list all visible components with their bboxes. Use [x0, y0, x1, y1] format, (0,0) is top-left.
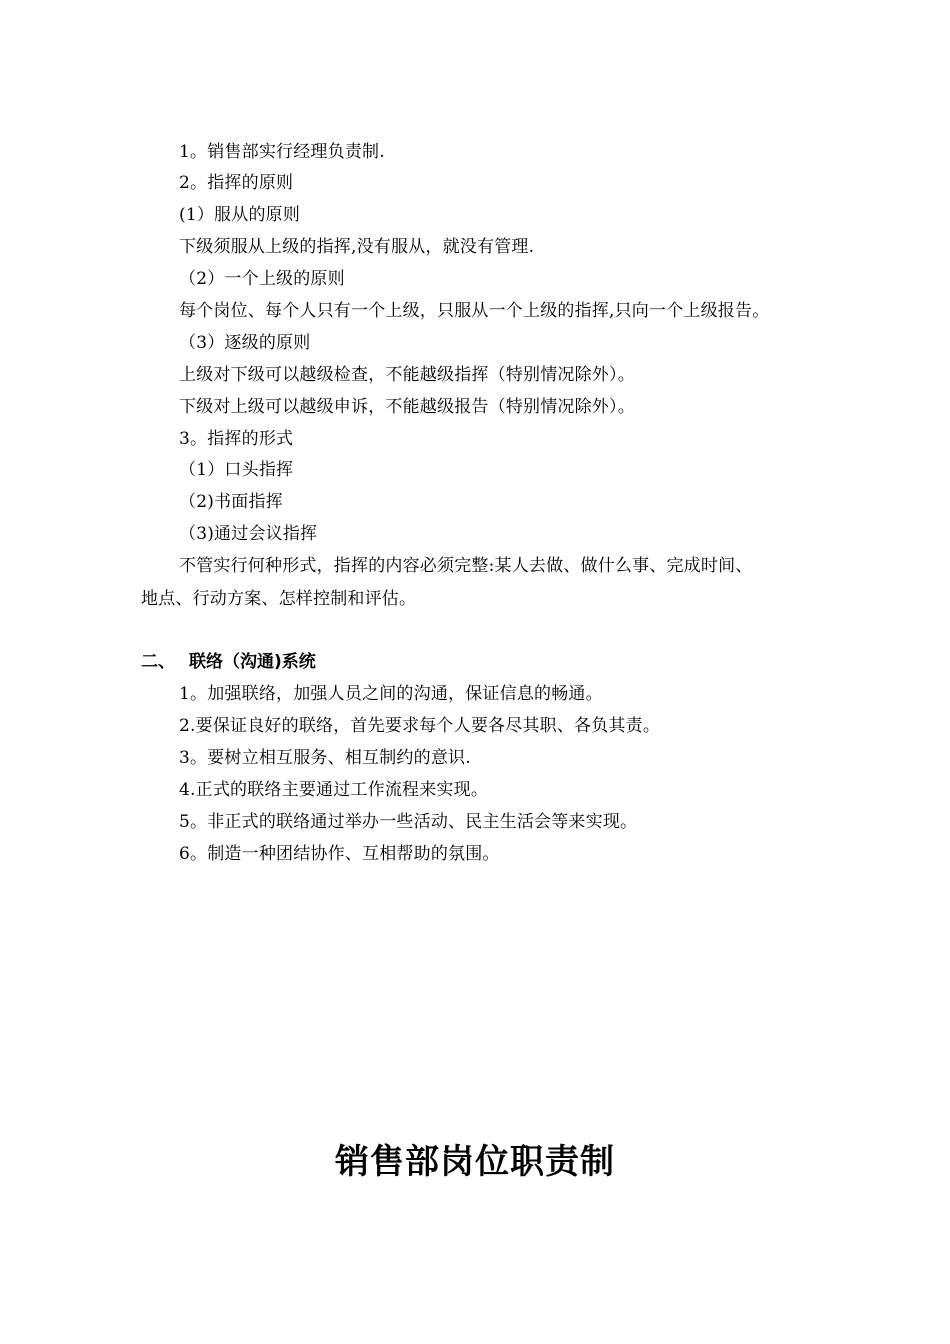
paragraph-line: 下级须服从上级的指挥,没有服从，就没有管理. [179, 237, 535, 257]
paragraph-line: 2。指挥的原则 [179, 173, 294, 193]
paragraph-line: 6。制造一种团结协作、互相帮助的氛围。 [179, 844, 500, 864]
paragraph-line: （3）逐级的原则 [179, 333, 311, 353]
paragraph-line: 上级对下级可以越级检查，不能越级指挥（特别情况除外）。 [179, 365, 635, 385]
paragraph-line: 不管实行何种形式，指挥的内容必须完整:某人去做、做什么事、完成时间、 [179, 556, 753, 576]
section-title: 联络（沟通)系统 [189, 652, 316, 672]
section-heading [141, 651, 316, 673]
section-number: 二、 [141, 652, 175, 672]
paragraph-line: 3。要树立相互服务、相互制约的意识. [179, 748, 471, 768]
paragraph-line: 4.正式的联络主要通过工作流程来实现。 [179, 780, 489, 800]
paragraph-line: （1）口头指挥 [179, 460, 294, 480]
paragraph-line: 每个岗位、每个人只有一个上级，只服从一个上级的指挥,只向一个上级报告。 [179, 301, 770, 321]
paragraph-line: （3)通过会议指挥 [179, 524, 318, 544]
paragraph-line: (1）服从的原则 [179, 205, 301, 225]
paragraph-line: 2.要保证良好的联络，首先要求每个人要各尽其职、各负其责。 [179, 716, 661, 736]
paragraph-line: 3。指挥的形式 [179, 429, 294, 449]
paragraph-line: 下级对上级可以越级申诉，不能越级报告（特别情况除外）。 [179, 397, 635, 417]
paragraph-line: （2)书面指挥 [179, 492, 283, 512]
paragraph-line: （2）一个上级的原则 [179, 269, 345, 289]
paragraph-line: 地点、行动方案、怎样控制和评估。 [141, 589, 417, 609]
paragraph-line: 1。销售部实行经理负责制. [179, 142, 385, 162]
document-title: 销售部岗位职责制 [335, 1142, 615, 1182]
paragraph-line: 1。加强联络，加强人员之间的沟通，保证信息的畅通。 [179, 684, 603, 704]
paragraph-line: 5。非正式的联络通过举办一些活动、民主生活会等来实现。 [179, 812, 638, 832]
